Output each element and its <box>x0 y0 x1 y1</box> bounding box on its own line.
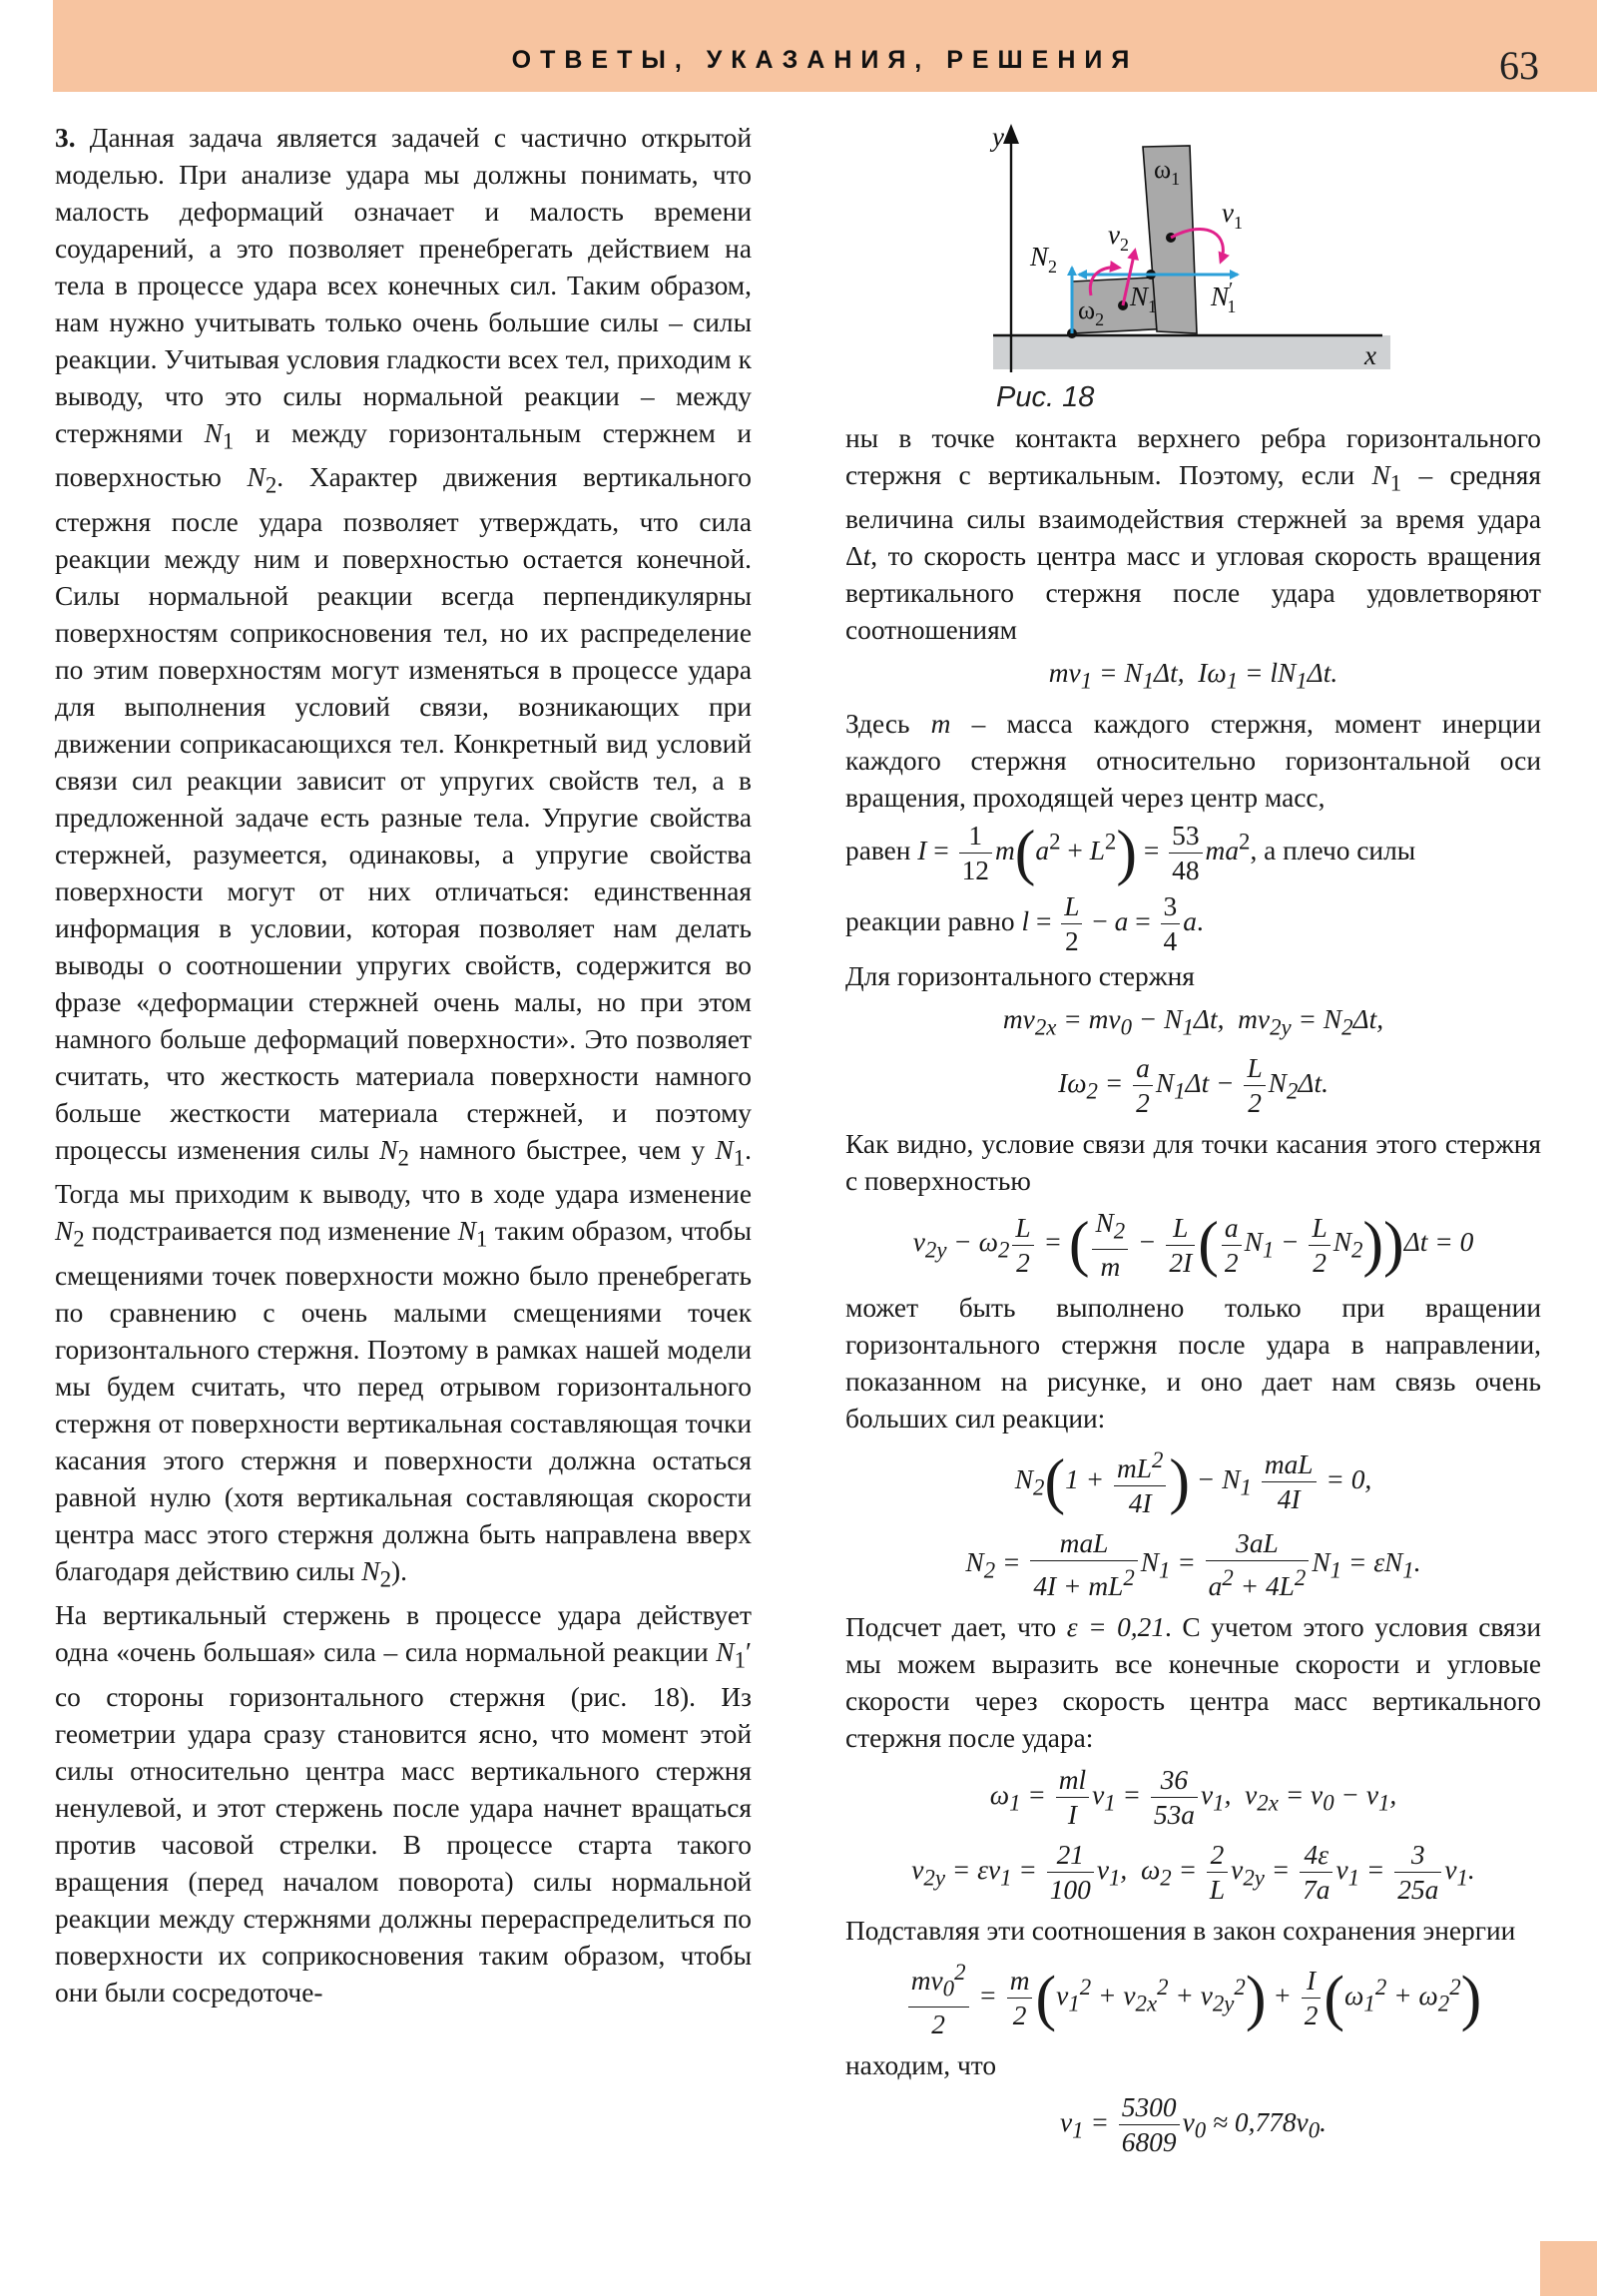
problem-number: 3. <box>55 123 76 153</box>
paragraph-rotation: может быть выполнено только при вращении горизонтального стержня после удара в направлении, показанном на рисунке, и оно дает нам связь очень больших сил реакции: <box>845 1292 1541 1434</box>
left-column <box>55 120 752 2011</box>
label-omega2: $\omega_2$ <box>1078 295 1105 329</box>
label-N1: $N_1$ <box>1130 282 1158 316</box>
equation-velocities-2: $v_{2y} = \varepsilon v_1$ = $\frac{21}{100}$ $v_1$, $\omega_2$ = $\frac{2}{L}$ $v_{2y}$ = $\frac{4\varepsilon}{7a}$ $v_1$ = $\frac{3}{25a}$ $v_1$. <box>911 1840 1475 1906</box>
figure-18 <box>983 118 1402 419</box>
paragraph-horizontal-rod: Для горизонтального стержня <box>845 960 1195 991</box>
equation-horizontal-2: $I\omega_2$ = $\frac{a}{2}$ $N_1\Delta t$ − $\frac{L}{2}$ $N_2\Delta t$. <box>1058 1053 1329 1119</box>
label-omega1: $\omega_1$ <box>1154 155 1181 189</box>
label-N2: $N_2$ <box>1030 242 1058 277</box>
paragraph-epsilon: Подсчет дает, что ε = 0,21. С учетом этого условия связи мы можем выразить все конечные скорости и угловые скорости через скорость центра масс вертикального стержня после удара: <box>845 1612 1542 1754</box>
paragraph-inertia-value: равен I = $\frac{1}{12}$ $m(a^2 + L^2)$ = $\frac{53}{48}$ $ma^2$, а плечо силы <box>845 819 1416 887</box>
x-axis-label: x <box>1364 340 1376 370</box>
equation-energy: $\frac{mv_0^2}{2}$ = $\frac{m}{2}$ $(v_1^2 + v_{2x}^2 + v_{2y}^2)$ + $\frac{I}{2}$ $(\omega_1^2 + \omega_2^2)$ <box>845 1956 1541 2041</box>
corner-tab <box>1540 2241 1597 2296</box>
right-column <box>845 420 1541 2165</box>
y-axis-label: y <box>992 122 1004 152</box>
paragraph-lever-arm: реакции равно l = $\frac{L}{2}$ − a = $\frac{3}{4}$ a. <box>845 890 1204 956</box>
running-head: ОТВЕТЫ, УКАЗАНИЯ, РЕШЕНИЯ <box>511 46 1139 74</box>
equation-horizontal-1: $mv_{2x} = mv_0 - N_1\Delta t$, $mv_{2y} = N_2\Delta t$, <box>1002 1003 1384 1040</box>
label-v2: $v_2$ <box>1108 220 1129 255</box>
equation-reaction-1: $N_2(1$ + $\frac{mL^2}{4I}$ ) − $N_1$ $\frac{\text{maL}}{4I}$ = 0, <box>1014 1446 1372 1518</box>
equation-reaction-2: $N_2$ = $\frac{\text{maL}}{4I + mL^2}$ $N_1$ = $\frac{3aL}{a^2 + 4L^2}$ $N_1 = \varepsilon N_1$. <box>965 1528 1421 1602</box>
equation-result: $v_1$ = $\frac{5300}{6809}$ $v_0 \approx 0,778v_0$. <box>1060 2091 1327 2157</box>
paragraph-contact: ны в точке контакта верхнего ребра горизонтального стержня с вертикальным. Поэтому, если $N_1$ – средняя величина силы взаимодействия стержней за время удара Δt, то скорость центра масс и угловая скорость вращения вертикального стержня после удара удовлетворяют соотношениям <box>845 423 1541 646</box>
paragraph-energy: Подставляя эти соотношения в закон сохранения энергии <box>845 1916 1516 1947</box>
equation-constraint: $v_{2y} - \omega_2$ $\frac{L}{2}$ = ( $\frac{N_2}{m}$ − $\frac{L}{2I}$ ( $\frac{a}{2}$ $N_1$ − $\frac{L}{2}$ $N_2))\Delta t = 0$ <box>912 1208 1474 1282</box>
figure-caption: Рис. 18 <box>996 381 1095 413</box>
label-N1prime: N′ 1 <box>1211 279 1237 316</box>
ground-surface <box>993 335 1390 369</box>
page-number: 63 <box>1499 43 1539 88</box>
paragraph-vertical-rod: На вертикальный стержень в процессе удара действует одна «очень большая» сила – сила нормальной реакции $N_1'$ со стороны горизонтального стержня (рис. 18). Из геометрии удара сразу становится ясно, что момент этой силы относительно центра масс вертикального стержня ненулевой, и этот стержень после удара начнет вращаться против часовой стрелки. В процессе старта такого вращения (перед началом поворота) силы нормальной реакции между стержнями должны перераспределиться по поверхности их соприкосновения таким образом, чтобы они были сосредоточе- <box>55 1600 752 2008</box>
label-v1: $v_1$ <box>1222 198 1243 233</box>
paragraph-inertia: Здесь m – масса каждого стержня, момент инерции каждого стержня относительно горизонтальной оси вращения, проходящей через центр масс, <box>845 708 1541 813</box>
equation-velocities-1: $\omega_1$ = $\frac{ml}{I}$ $v_1$ = $\frac{36}{53a}$ $v_1$, $v_{2x} = v_0 - v_1$, <box>989 1765 1397 1831</box>
paragraph-constraint: Как видно, условие связи для точки касания этого стержня с поверхностью <box>845 1129 1541 1197</box>
paragraph-result-intro: находим, что <box>845 2049 997 2080</box>
equation-1: $mv_1 = N_1\Delta t$, $I\omega_1 = lN_1\Delta t$. <box>1048 658 1338 694</box>
header-band <box>53 0 1597 92</box>
paragraph-problem-3: 3. Данная задача является задачей с частично открытой моделью. При анализе удара мы должны понимать, что малость деформаций означает и малость времени соударений, а это позволяет пренебрегать действием на тела в процессе удара всех конечных сил. Таким образом, нам нужно учитывать только очень большие силы – силы реакции. Учитывая условия гладкости всех тел, приходим к выводу, что это силы нормальной реакции – между стержнями $N_1$ и между горизонтальным стержнем и поверхностью $N_2$. Характер движения вертикального стержня после удара позволяет утверждать, что сила реакции между ним и поверхностью остается конечной. Силы нормальной реакции всегда перпендикулярны поверхностям соприкосновения тел, но их распределение по этим поверхностям могут изменяться в процессе удара для выполнения условий связи, возникающих при движении соприкасающихся тел. Конкретный вид условий связи сил реакции зависит от упругих свойств тел, а в предложенной задаче есть разные тела. Упругие свойства стержней, разумеется, одинаковы, а упругие свойства поверхности могут от них отличаться: единственная информация в условии, которая позволяет нам делать выводы о соотношении упругих свойств, содержится во фразе «деформации стержней очень малы, но при этом намного больше деформаций поверхности». Это позволяет считать, что жесткость материала поверхности намного больше жесткости материала стержней, и поэтому процессы изменения силы $N_2$ намного быстрее, чем у $N_1$. Тогда мы приходим к выводу, что в ходе удара изменение $N_2$ подстраивается под изменение $N_1$ таким образом, чтобы смещениями точек поверхности можно было пренебрегать по сравнению с очень малыми смещениями точек горизонтального стержня. Поэтому в рамках нашей модели мы будем считать, что перед отрывом горизонтального стержня от поверхности вертикальная составляющая точки касания этого стержня и поверхности должна остаться равной нулю (хотя вертикальная составляющая скорости центра масс этого стержня должна быть направлена вверх благодаря действию силы $N_2$). <box>55 123 753 1592</box>
